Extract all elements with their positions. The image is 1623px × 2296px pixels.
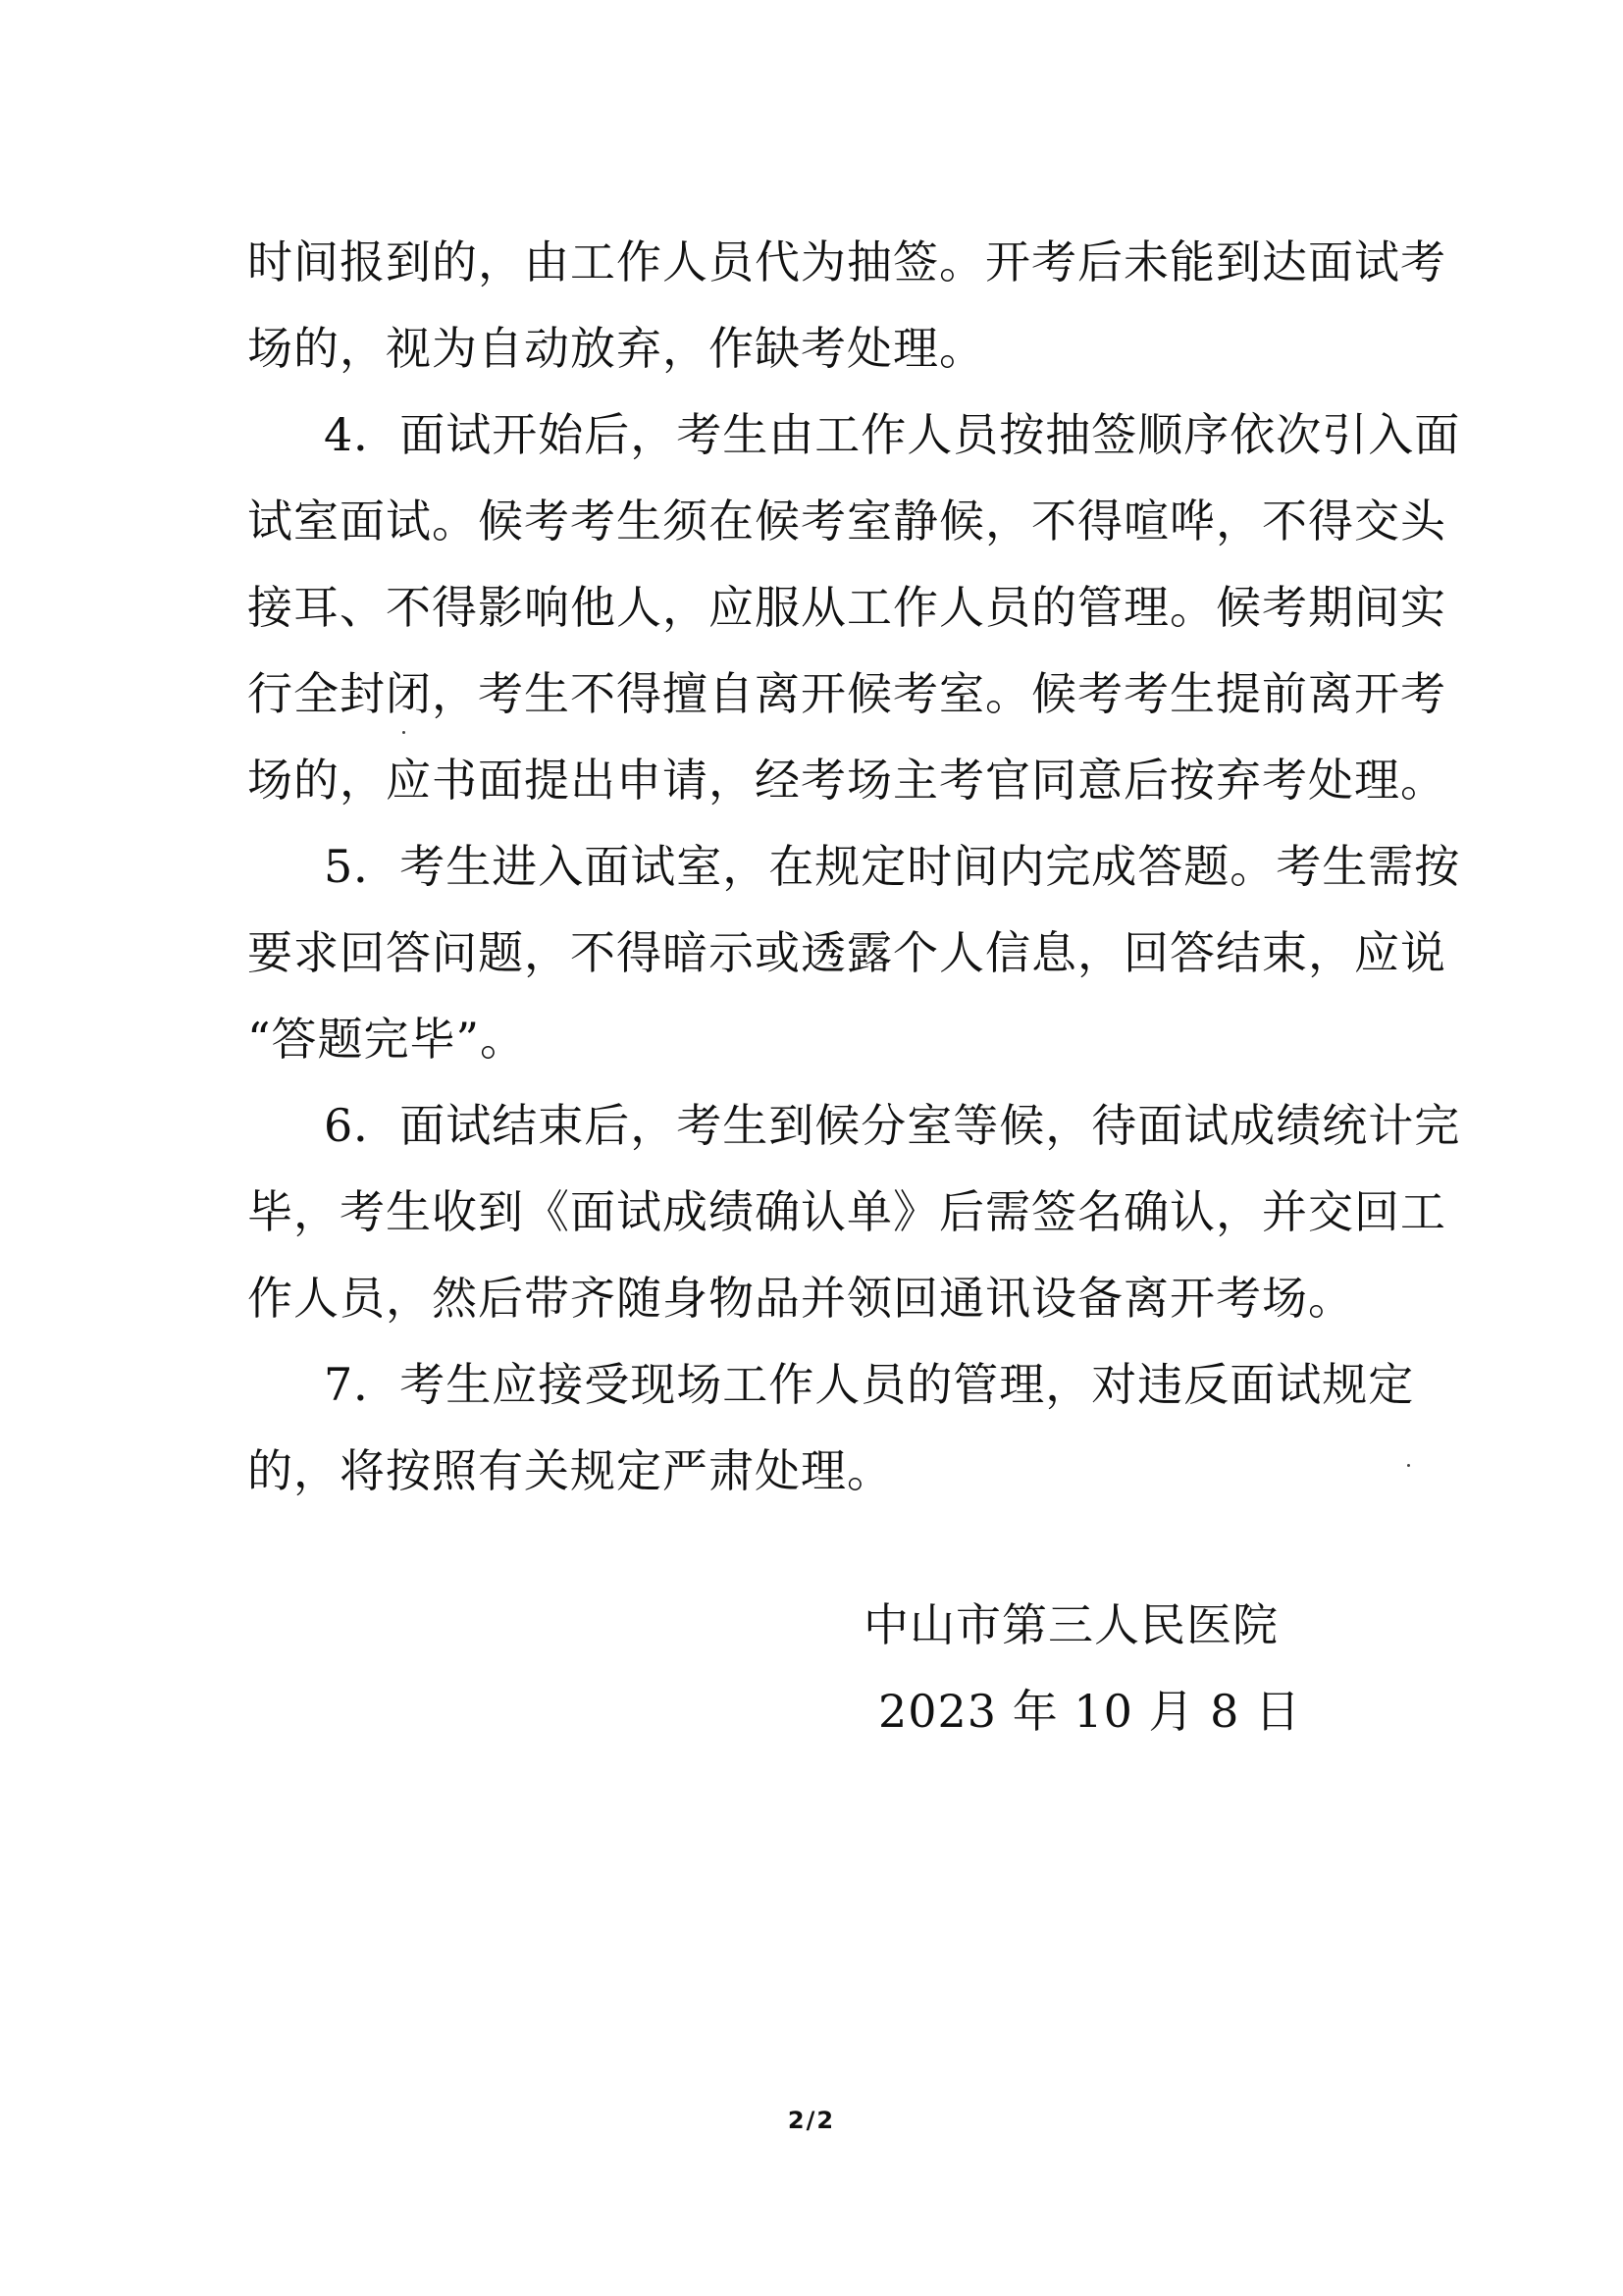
- body-line: 毕，考生收到《面试成绩确认单》后需签名确认，并交回工: [247, 1185, 1446, 1238]
- body-line: 行全封闭，考生不得擅自离开候考室。候考考生提前离开考: [247, 667, 1446, 720]
- body-line: “答题完毕”。: [247, 1013, 527, 1066]
- signature-date: 2023 年 10 月 8 日: [878, 1685, 1301, 1738]
- scan-speck: [402, 731, 405, 734]
- body-line: 5．考生进入面试室，在规定时间内完成答题。考生需按: [324, 840, 1461, 893]
- body-line: 场的，视为自动放弃，作缺考处理。: [247, 322, 985, 375]
- body-line: 6．面试结束后，考生到候分室等候，待面试成绩统计完: [324, 1099, 1461, 1152]
- scan-speck: [1407, 1464, 1410, 1467]
- body-line: 场的，应书面提出申请，经考场主考官同意后按弃考处理。: [247, 754, 1446, 807]
- body-line: 的，将按照有关规定严肃处理。: [247, 1444, 893, 1497]
- body-line: 试室面试。候考考生须在候考室静候，不得喧哗，不得交头: [247, 495, 1446, 548]
- signature-organization: 中山市第三人民医院: [864, 1598, 1279, 1651]
- body-line: 接耳、不得影响他人，应服从工作人员的管理。候考期间实: [247, 581, 1446, 634]
- body-line: 要求回答问题，不得暗示或透露个人信息，回答结束，应说: [247, 926, 1446, 979]
- page-number: 2/2: [787, 2107, 836, 2134]
- body-line: 7．考生应接受现场工作人员的管理，对违反面试规定: [324, 1358, 1415, 1411]
- body-line: 作人员，然后带齐随身物品并领回通讯设备离开考场。: [247, 1272, 1354, 1325]
- body-line: 时间报到的，由工作人员代为抽签。开考后未能到达面试考: [247, 235, 1446, 288]
- body-line: 4．面试开始后，考生由工作人员按抽签顺序依次引入面: [324, 408, 1461, 461]
